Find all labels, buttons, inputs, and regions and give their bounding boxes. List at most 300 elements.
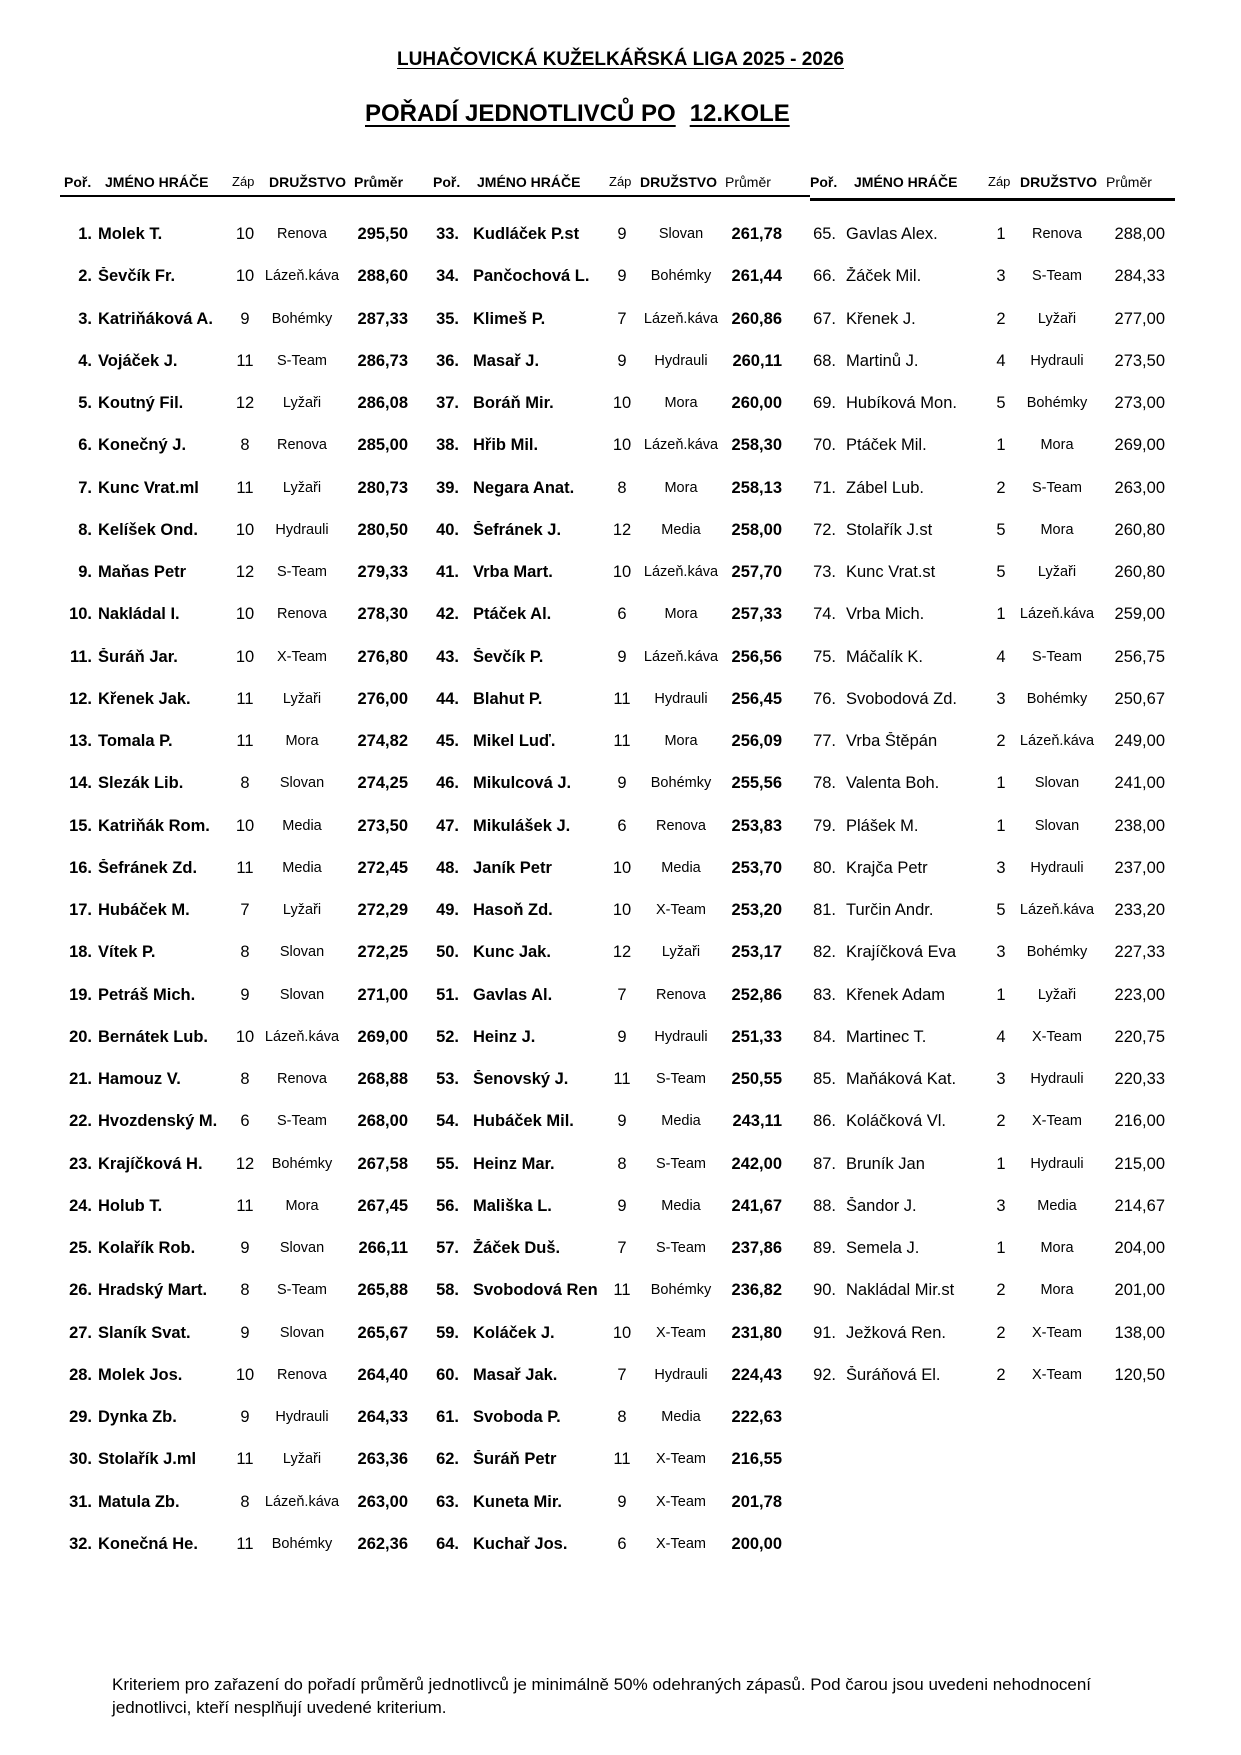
player-games: 10 bbox=[612, 394, 632, 412]
player-rank: 47. bbox=[436, 816, 459, 835]
player-row bbox=[60, 1276, 430, 1318]
player-games: 1 bbox=[996, 605, 1006, 624]
player-average: 258,30 bbox=[731, 436, 782, 455]
player-name: Slezák Lib. bbox=[98, 774, 184, 793]
player-row bbox=[810, 981, 1180, 1023]
player-rank: 71. bbox=[813, 478, 836, 497]
header-games: Záp bbox=[609, 174, 632, 189]
header-rule bbox=[425, 195, 810, 197]
player-average: 262,36 bbox=[357, 1534, 408, 1553]
player-average: 201,78 bbox=[731, 1492, 782, 1511]
player-games: 11 bbox=[236, 858, 254, 877]
player-games: 8 bbox=[240, 1070, 250, 1088]
player-row bbox=[810, 1361, 1180, 1403]
player-average: 253,83 bbox=[731, 816, 782, 835]
player-name: Vítek P. bbox=[98, 943, 156, 962]
player-team: Hydrauli bbox=[654, 352, 708, 369]
header-average: Průměr bbox=[1106, 174, 1152, 190]
player-row bbox=[60, 1530, 430, 1572]
header-rule bbox=[810, 198, 1175, 201]
player-name: Kuchař Jos. bbox=[473, 1534, 568, 1553]
player-games: 1 bbox=[996, 436, 1006, 455]
player-games: 1 bbox=[996, 1154, 1006, 1173]
player-games: 6 bbox=[617, 605, 627, 624]
player-average: 215,00 bbox=[1114, 1154, 1165, 1173]
player-row bbox=[435, 262, 805, 304]
player-row bbox=[810, 1319, 1180, 1361]
player-name: Nakládal Mir.st bbox=[846, 1281, 955, 1300]
player-row bbox=[435, 1107, 805, 1149]
player-games: 8 bbox=[240, 436, 250, 455]
player-name: Svobodová Ren bbox=[473, 1281, 598, 1300]
player-team: Lázeň.káva bbox=[643, 310, 719, 327]
player-rank: 26. bbox=[69, 1281, 92, 1300]
header-rank: Poř. bbox=[64, 174, 92, 190]
player-average: 237,86 bbox=[731, 1239, 782, 1257]
player-average: 250,55 bbox=[731, 1070, 782, 1088]
player-games: 10 bbox=[235, 225, 255, 243]
player-row bbox=[435, 305, 805, 347]
player-row bbox=[60, 1488, 430, 1530]
player-games: 10 bbox=[612, 436, 632, 455]
player-rank: 52. bbox=[436, 1027, 459, 1046]
player-team: S-Team bbox=[277, 1282, 327, 1299]
player-row bbox=[435, 474, 805, 516]
player-average: 222,63 bbox=[731, 1408, 782, 1426]
player-row bbox=[435, 938, 805, 980]
player-games: 6 bbox=[617, 816, 627, 835]
player-average: 288,60 bbox=[357, 267, 408, 286]
player-games: 9 bbox=[240, 309, 250, 328]
player-games: 5 bbox=[996, 901, 1006, 919]
player-games: 11 bbox=[613, 1281, 631, 1300]
player-rank: 9. bbox=[78, 563, 92, 581]
player-row bbox=[435, 1276, 805, 1318]
player-name: Maňáková Kat. bbox=[846, 1070, 957, 1088]
player-row bbox=[435, 1530, 805, 1572]
player-name: Žáček Mil. bbox=[846, 267, 922, 286]
player-row bbox=[435, 769, 805, 811]
player-games: 9 bbox=[617, 1027, 627, 1046]
player-name: Hubíková Mon. bbox=[846, 394, 957, 412]
player-name: Katriňáková A. bbox=[98, 309, 213, 328]
player-average: 253,70 bbox=[731, 858, 782, 877]
player-team: Hydrauli bbox=[1030, 859, 1084, 876]
player-rank: 81. bbox=[813, 901, 836, 919]
player-row bbox=[60, 938, 430, 980]
player-team: Hydrauli bbox=[654, 1366, 708, 1383]
player-row bbox=[810, 727, 1180, 769]
player-team: Slovan bbox=[1034, 817, 1080, 834]
player-row bbox=[810, 431, 1180, 473]
player-row bbox=[60, 1445, 430, 1487]
player-rank: 90. bbox=[813, 1281, 836, 1300]
player-games: 10 bbox=[235, 605, 255, 624]
player-team: Bohémky bbox=[1026, 690, 1088, 707]
player-name: Hamouz V. bbox=[98, 1070, 181, 1088]
player-games: 11 bbox=[236, 1196, 254, 1215]
player-team: Mora bbox=[664, 606, 698, 623]
player-name: Heinz J. bbox=[473, 1027, 536, 1046]
player-rank: 53. bbox=[436, 1070, 459, 1088]
player-games: 2 bbox=[996, 309, 1006, 328]
header-team: DRUŽSTVO bbox=[640, 174, 717, 190]
player-games: 5 bbox=[996, 394, 1006, 412]
player-rank: 20. bbox=[69, 1027, 92, 1046]
player-games: 7 bbox=[617, 1365, 627, 1384]
player-rank: 13. bbox=[69, 732, 92, 750]
player-games: 3 bbox=[996, 689, 1006, 708]
player-games: 7 bbox=[617, 985, 627, 1004]
player-row bbox=[60, 643, 430, 685]
player-average: 200,00 bbox=[731, 1534, 782, 1553]
player-row bbox=[810, 1107, 1180, 1149]
player-row bbox=[435, 981, 805, 1023]
player-team: Lyžaři bbox=[282, 902, 322, 918]
player-rank: 34. bbox=[436, 267, 459, 286]
player-games: 7 bbox=[617, 309, 627, 328]
player-team: Renova bbox=[277, 606, 327, 623]
player-average: 266,11 bbox=[358, 1239, 408, 1257]
player-average: 259,00 bbox=[1114, 605, 1165, 624]
header-games: Záp bbox=[988, 174, 1011, 189]
player-games: 3 bbox=[996, 858, 1006, 877]
player-name: Semela J. bbox=[846, 1239, 920, 1257]
player-name: Stolařík J.st bbox=[846, 520, 933, 539]
player-team: Mora bbox=[1040, 1240, 1074, 1256]
player-rank: 68. bbox=[813, 351, 836, 370]
player-average: 256,45 bbox=[731, 689, 782, 708]
player-name: Zábel Lub. bbox=[846, 478, 924, 497]
player-row bbox=[60, 431, 430, 473]
player-average: 284,33 bbox=[1114, 267, 1165, 286]
player-games: 8 bbox=[240, 1281, 250, 1300]
player-name: Žáček Duš. bbox=[473, 1239, 561, 1257]
player-team: Slovan bbox=[279, 775, 325, 792]
player-name: Kunc Jak. bbox=[473, 943, 551, 962]
player-name: Hubáček Mil. bbox=[473, 1112, 574, 1131]
player-team: Bohémky bbox=[650, 775, 712, 792]
player-games: 4 bbox=[996, 647, 1006, 666]
player-rank: 63. bbox=[436, 1492, 459, 1511]
player-name: Bruník Jan bbox=[846, 1154, 925, 1173]
player-games: 12 bbox=[235, 1154, 255, 1173]
player-name: Maňas Petr bbox=[98, 563, 187, 581]
player-average: 238,00 bbox=[1114, 816, 1165, 835]
player-rank: 84. bbox=[813, 1027, 836, 1046]
player-rank: 5. bbox=[78, 394, 92, 412]
player-team: Hydrauli bbox=[654, 690, 708, 707]
player-name: Vrba Mart. bbox=[473, 563, 553, 581]
player-team: Slovan bbox=[279, 1240, 325, 1256]
player-games: 8 bbox=[240, 943, 250, 962]
player-team: Lázeň.káva bbox=[643, 437, 719, 454]
player-row bbox=[60, 769, 430, 811]
player-name: Konečný J. bbox=[98, 436, 187, 455]
player-name: Křenek Jak. bbox=[98, 689, 191, 708]
player-row bbox=[435, 1403, 805, 1445]
player-team: Hydrauli bbox=[1030, 1155, 1084, 1172]
player-name: Heinz Mar. bbox=[473, 1154, 555, 1173]
player-average: 264,40 bbox=[357, 1365, 408, 1384]
player-row bbox=[810, 769, 1180, 811]
player-team: Media bbox=[282, 817, 322, 834]
player-team: Mora bbox=[285, 1197, 319, 1214]
player-rank: 33. bbox=[436, 225, 459, 243]
player-team: Lázeň.káva bbox=[1019, 733, 1095, 749]
player-rank: 39. bbox=[436, 478, 459, 497]
player-games: 11 bbox=[613, 1070, 631, 1088]
player-name: Gavlas Al. bbox=[473, 985, 553, 1004]
player-average: 286,73 bbox=[357, 351, 408, 370]
player-rank: 36. bbox=[436, 351, 459, 370]
player-name: Vrba Štěpán bbox=[846, 732, 938, 750]
league-title: LUHAČOVICKÁ KUŽELKÁŘSKÁ LIGA 2025 - 2026 bbox=[397, 49, 844, 70]
player-row bbox=[810, 558, 1180, 600]
player-rank: 17. bbox=[69, 901, 92, 919]
player-name: Martinů J. bbox=[846, 351, 919, 370]
header-name: JMÉNO HRÁČE bbox=[854, 174, 958, 190]
player-rank: 69. bbox=[813, 394, 836, 412]
player-average: 272,29 bbox=[357, 901, 408, 919]
player-name: Negara Anat. bbox=[473, 478, 575, 497]
player-team: S-Team bbox=[656, 1071, 706, 1087]
player-row bbox=[60, 1065, 430, 1107]
player-games: 3 bbox=[996, 1070, 1006, 1088]
player-games: 9 bbox=[617, 267, 627, 286]
player-average: 264,33 bbox=[357, 1408, 408, 1426]
player-average: 295,50 bbox=[357, 225, 408, 243]
player-team: Bohémky bbox=[271, 310, 333, 327]
player-rank: 70. bbox=[813, 436, 836, 455]
player-rank: 54. bbox=[436, 1112, 459, 1131]
player-team: Mora bbox=[1040, 521, 1074, 538]
player-games: 8 bbox=[617, 478, 627, 497]
player-row bbox=[60, 1150, 430, 1192]
player-rank: 16. bbox=[69, 858, 92, 877]
player-games: 5 bbox=[996, 563, 1006, 581]
player-name: Ptáček Al. bbox=[473, 605, 552, 624]
header-name: JMÉNO HRÁČE bbox=[105, 174, 209, 190]
player-name: Masař Jak. bbox=[473, 1365, 558, 1384]
player-team: Lázeň.káva bbox=[643, 648, 719, 665]
player-rank: 40. bbox=[436, 520, 459, 539]
player-rank: 49. bbox=[436, 901, 459, 919]
player-average: 265,67 bbox=[357, 1323, 408, 1342]
header-team: DRUŽSTVO bbox=[1020, 174, 1097, 190]
player-row bbox=[60, 1023, 430, 1065]
player-average: 241,67 bbox=[731, 1196, 782, 1215]
player-row bbox=[435, 1150, 805, 1192]
player-average: 263,36 bbox=[357, 1450, 408, 1469]
player-name: Máčalík K. bbox=[846, 647, 924, 666]
player-team: Lyžaři bbox=[1037, 986, 1077, 1003]
player-rank: 48. bbox=[436, 858, 459, 877]
player-row bbox=[435, 854, 805, 896]
player-rank: 42. bbox=[436, 605, 459, 624]
player-team: Bohémky bbox=[271, 1535, 333, 1552]
player-rows bbox=[810, 220, 1180, 1403]
player-row bbox=[60, 220, 430, 262]
player-games: 2 bbox=[996, 1112, 1006, 1131]
player-average: 269,00 bbox=[1114, 436, 1165, 455]
player-team: Bohémky bbox=[650, 1282, 712, 1299]
player-games: 7 bbox=[240, 901, 250, 919]
player-team: X-Team bbox=[1032, 1324, 1082, 1341]
player-row bbox=[435, 558, 805, 600]
header-average: Průměr bbox=[354, 174, 404, 190]
player-rank: 18. bbox=[69, 943, 92, 962]
player-row bbox=[60, 389, 430, 431]
player-team: Slovan bbox=[279, 944, 325, 961]
player-rank: 12. bbox=[69, 689, 92, 708]
player-team: Slovan bbox=[279, 1324, 325, 1341]
player-name: Ježková Ren. bbox=[846, 1323, 946, 1342]
player-rank: 85. bbox=[813, 1070, 836, 1088]
player-games: 6 bbox=[240, 1112, 250, 1131]
player-average: 287,33 bbox=[357, 309, 408, 328]
player-team: Media bbox=[661, 1197, 701, 1214]
player-team: Slovan bbox=[279, 986, 325, 1003]
player-team: Lyžaři bbox=[282, 690, 322, 707]
player-average: 280,50 bbox=[357, 520, 408, 539]
player-team: Renova bbox=[277, 1366, 327, 1383]
header-average: Průměr bbox=[725, 174, 771, 190]
player-average: 258,13 bbox=[731, 478, 782, 497]
player-rank: 79. bbox=[813, 816, 836, 835]
player-team: Slovan bbox=[658, 226, 704, 242]
player-team: Renova bbox=[656, 817, 706, 834]
player-name: Vojáček J. bbox=[98, 351, 178, 370]
player-name: Holub T. bbox=[98, 1196, 163, 1215]
player-average: 271,00 bbox=[357, 985, 408, 1004]
player-row bbox=[810, 1023, 1180, 1065]
player-team: X-Team bbox=[1032, 1366, 1082, 1383]
player-rank: 21. bbox=[69, 1070, 92, 1088]
player-name: Valenta Boh. bbox=[846, 774, 940, 793]
player-name: Ptáček Mil. bbox=[846, 436, 927, 455]
player-row bbox=[810, 854, 1180, 896]
player-rank: 19. bbox=[69, 985, 92, 1004]
player-row bbox=[435, 685, 805, 727]
player-row bbox=[60, 516, 430, 558]
player-games: 4 bbox=[996, 1027, 1006, 1046]
player-team: Lyžaři bbox=[1037, 310, 1077, 327]
player-team: Slovan bbox=[1034, 775, 1080, 792]
player-games: 11 bbox=[613, 732, 631, 750]
player-rank: 11. bbox=[69, 647, 92, 666]
player-rank: 73. bbox=[813, 563, 836, 581]
player-name: Hubáček M. bbox=[98, 901, 190, 919]
player-rank: 44. bbox=[436, 689, 459, 708]
player-games: 1 bbox=[996, 774, 1006, 793]
player-average: 274,82 bbox=[357, 732, 408, 750]
player-rank: 75. bbox=[813, 647, 836, 666]
player-name: Kudláček P.st bbox=[473, 225, 580, 243]
player-name: Koutný Fil. bbox=[98, 394, 184, 412]
player-rank: 50. bbox=[436, 943, 459, 962]
player-average: 237,00 bbox=[1114, 858, 1165, 877]
player-team: Lyžaři bbox=[1037, 564, 1077, 580]
player-team: S-Team bbox=[1032, 648, 1082, 665]
player-average: 285,00 bbox=[357, 436, 408, 455]
player-name: Kuneta Mir. bbox=[473, 1492, 562, 1511]
player-rank: 65. bbox=[813, 225, 836, 243]
player-average: 257,33 bbox=[731, 605, 782, 624]
player-average: 204,00 bbox=[1114, 1239, 1165, 1257]
player-games: 9 bbox=[240, 1408, 250, 1426]
player-rank: 32. bbox=[69, 1534, 92, 1553]
player-row bbox=[435, 896, 805, 938]
player-average: 220,75 bbox=[1114, 1027, 1165, 1046]
player-name: Molek T. bbox=[98, 225, 163, 243]
player-row bbox=[435, 1065, 805, 1107]
player-team: Hydrauli bbox=[275, 521, 329, 538]
player-team: Lázeň.káva bbox=[264, 1028, 340, 1045]
player-rank: 83. bbox=[813, 985, 836, 1004]
player-name: Svobodová Zd. bbox=[846, 689, 957, 708]
player-team: Mora bbox=[1040, 437, 1074, 454]
player-average: 120,50 bbox=[1114, 1365, 1165, 1384]
player-rank: 10. bbox=[69, 605, 92, 624]
player-rank: 51. bbox=[436, 985, 459, 1004]
player-row bbox=[435, 1023, 805, 1065]
player-rank: 62. bbox=[436, 1450, 459, 1469]
player-row bbox=[810, 1192, 1180, 1234]
player-team: Mora bbox=[664, 395, 698, 411]
player-rank: 6. bbox=[78, 436, 92, 455]
player-rank: 45. bbox=[436, 732, 459, 750]
player-row bbox=[810, 1065, 1180, 1107]
player-rank: 59. bbox=[436, 1323, 459, 1342]
player-team: Renova bbox=[277, 226, 327, 242]
player-average: 276,00 bbox=[357, 689, 408, 708]
player-games: 3 bbox=[996, 1196, 1006, 1215]
player-rank: 25. bbox=[69, 1239, 92, 1257]
player-games: 3 bbox=[996, 943, 1006, 962]
player-team: Renova bbox=[277, 437, 327, 454]
player-row bbox=[810, 305, 1180, 347]
player-team: Lázeň.káva bbox=[1019, 606, 1095, 623]
player-average: 261,44 bbox=[731, 267, 782, 286]
player-team: Lázeň.káva bbox=[643, 564, 719, 580]
player-rank: 67. bbox=[813, 309, 836, 328]
player-games: 10 bbox=[235, 267, 255, 286]
player-games: 2 bbox=[996, 1281, 1006, 1300]
player-average: 267,58 bbox=[357, 1154, 408, 1173]
player-games: 10 bbox=[612, 858, 632, 877]
player-team: S-Team bbox=[656, 1240, 706, 1256]
player-average: 260,80 bbox=[1114, 563, 1165, 581]
player-name: Šandor J. bbox=[846, 1196, 917, 1215]
player-name: Svoboda P. bbox=[473, 1408, 561, 1426]
player-games: 9 bbox=[617, 1112, 627, 1131]
player-average: 260,00 bbox=[731, 394, 782, 412]
player-games: 9 bbox=[240, 1323, 250, 1342]
player-team: X-Team bbox=[277, 648, 327, 665]
player-row bbox=[810, 1150, 1180, 1192]
player-name: Martinec T. bbox=[846, 1027, 927, 1046]
player-name: Molek Jos. bbox=[98, 1365, 183, 1384]
player-average: 224,43 bbox=[731, 1365, 782, 1384]
player-average: 253,17 bbox=[731, 943, 782, 962]
criteria-footnote: Kriteriem pro zařazení do pořadí průměrů jednotlivců je minimálně 50% odehraných zápasů. Pod čarou jsou uvedeni nehodnocení jednotlivci, kteří nesplňují uvedené kriterium. bbox=[112, 1675, 1092, 1717]
player-row bbox=[60, 854, 430, 896]
player-team: S-Team bbox=[656, 1155, 706, 1172]
player-games: 10 bbox=[612, 901, 632, 919]
player-name: Pančochová L. bbox=[473, 267, 590, 286]
player-name: Ševčík Fr. bbox=[98, 267, 176, 286]
